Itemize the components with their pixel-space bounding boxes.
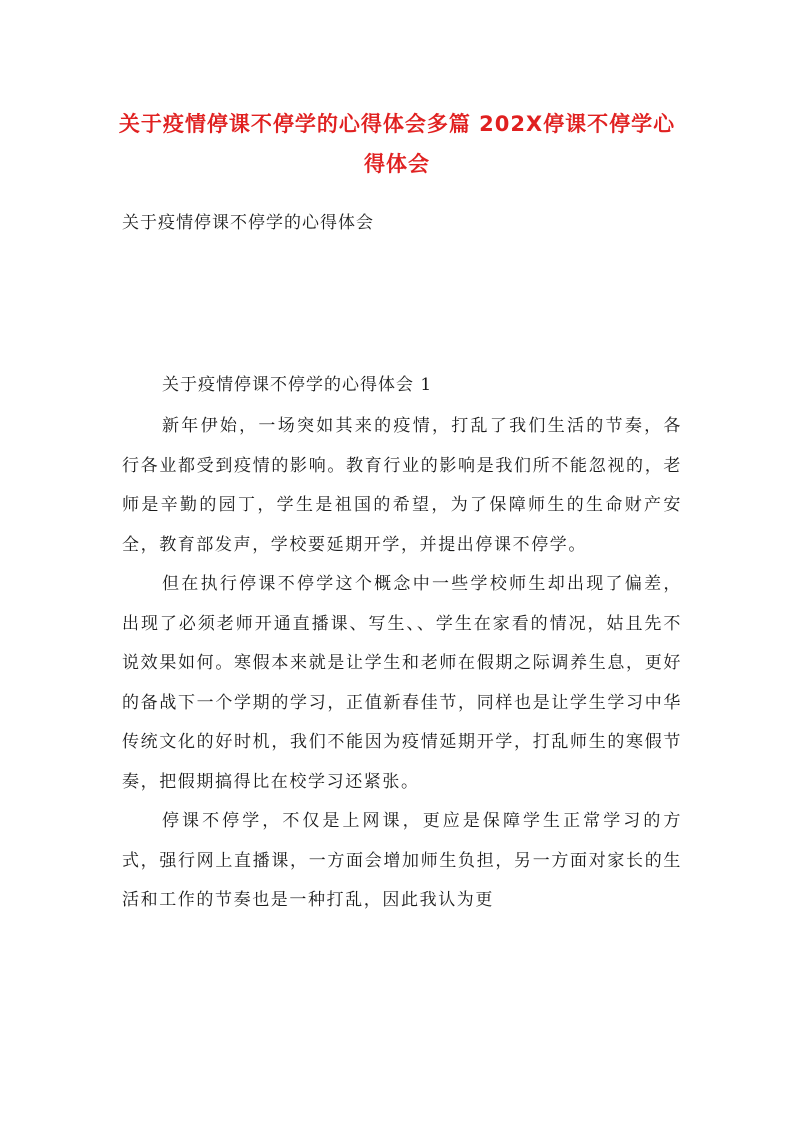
paragraph: 但在执行停课不停学这个概念中一些学校师生却出现了偏差，出现了必须老师开通直播课、写生、、学生在家看的情况，姑且先不说效果如何。寒假本来就是让学生和老师在假期之际调养生息，更好的备战下一个学期的学习，正值新春佳节，同样也是让学生学习中华传统文化的好时机，我们不能因为疫情延期开学，打乱师生的寒假节奏，把假期搞得比在校学习还紧张。 — [122, 574, 682, 792]
paragraph: 新年伊始，一场突如其来的疫情，打乱了我们生活的节奏，各行各业都受到疫情的影响。教育行业的影响是我们所不能忽视的，老师是辛勤的园丁，学生是祖国的希望，为了保障师生的生命财产安全，教育部发声，学校要延期开学，并提出停课不停学。 — [122, 416, 682, 555]
document-subtitle: 关于疫情停课不停学的心得体会 — [122, 213, 374, 233]
body-text — [122, 407, 682, 921]
document-title: 关于疫情停课不停学的心得体会多篇 202X停课不停学心得体会 — [118, 112, 676, 176]
paragraph: 停课不停学，不仅是上网课，更应是保障学生正常学习的方式，强行网上直播课，一方面会增加师生负担，另一方面对家长的生活和工作的节奏也是一种打乱，因此我认为更 — [122, 811, 682, 910]
section-heading: 关于疫情停课不停学的心得体会 1 — [162, 375, 433, 395]
